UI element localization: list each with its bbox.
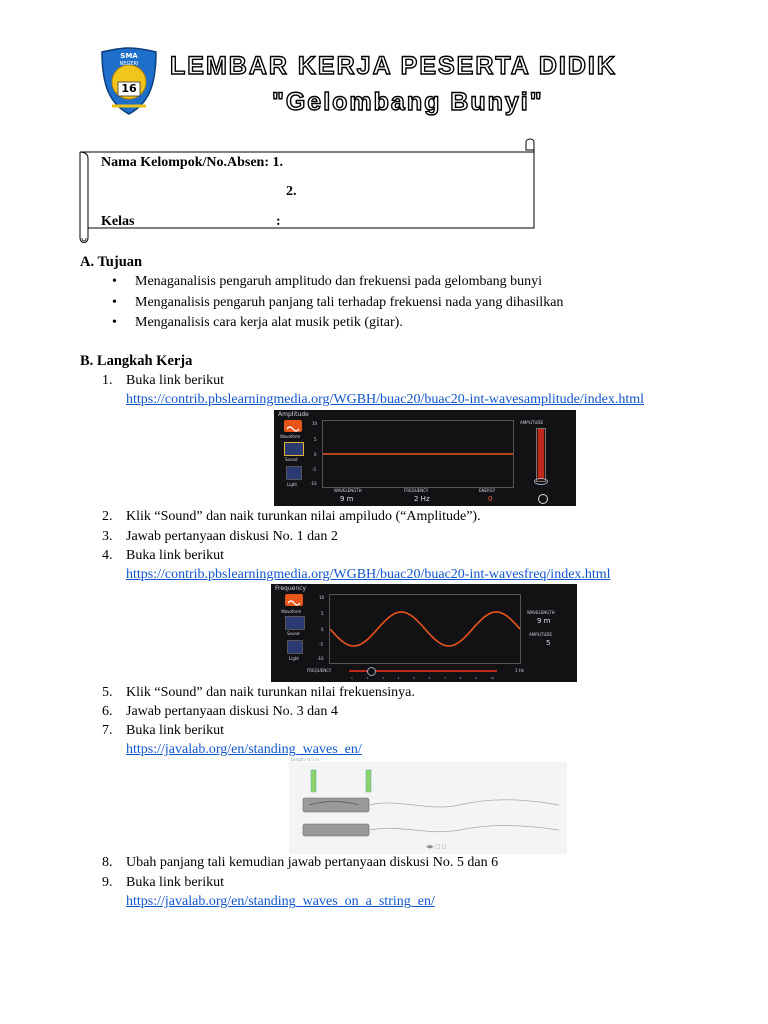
y-tick: 5 — [321, 611, 324, 616]
step-number: 9. — [102, 875, 113, 890]
step-8 — [102, 855, 498, 871]
section-a-heading: A. Tujuan — [80, 254, 143, 270]
logo-text-top: SMA — [120, 52, 138, 60]
step-number: 5. — [102, 685, 113, 700]
light-button — [286, 466, 302, 480]
y-tick: 10 — [319, 595, 325, 600]
sim-footer: ◀▶ □ □ — [426, 844, 447, 850]
bottom-label: ENERGY — [479, 488, 496, 493]
link-frequency-sim[interactable]: https://contrib.pbslearningmedia.org/WGBH/buac20/buac20-int-wavesfreq/index.html — [126, 567, 611, 582]
group-number-label: Nama Kelompok/No.Absen: 1. — [101, 155, 284, 170]
wave-graph — [329, 594, 521, 664]
step-number: 1. — [102, 373, 113, 388]
sim-title: Frequency — [275, 585, 306, 592]
frequency-slider-knob — [367, 667, 376, 676]
y-tick: 0 — [321, 627, 324, 632]
class-colon: : — [276, 214, 281, 229]
sound-label: Sound — [287, 631, 300, 636]
slider-tick: 9 — [475, 676, 477, 680]
slider-knob — [534, 478, 548, 485]
wavelength-label: WAVELENGTH — [527, 610, 555, 615]
frequency-label: FREQUENCY — [307, 668, 332, 673]
section-b-heading: B. Langkah Kerja — [80, 353, 193, 369]
slider-tick: 10 — [490, 676, 495, 680]
step-5 — [102, 685, 415, 701]
waveform-label: Waveform — [280, 434, 301, 439]
step-text: Jawab pertanyaan diskusi No. 1 dan 2 — [126, 529, 338, 544]
y-tick: -10 — [317, 656, 324, 661]
list-item: • Menganalisis pengaruh panjang tali terhadap frekuensi nada yang dihasilkan — [110, 295, 670, 316]
waveform-button — [285, 594, 303, 606]
y-tick: 10 — [312, 421, 318, 426]
bottom-value: 9 m — [340, 495, 354, 503]
step-1 — [102, 373, 224, 389]
frequency-tick-row — [351, 676, 499, 682]
slider-title: AMPLITUDE — [520, 420, 543, 425]
y-tick: 5 — [314, 437, 317, 442]
bottom-value: 0 — [488, 495, 493, 503]
bottom-label: WAVELENGTH — [334, 488, 362, 493]
logo-text-mid: NEGERI — [119, 61, 139, 67]
link-standing-waves-string[interactable]: https://javalab.org/en/standing_waves_on_a_string_en/ — [126, 894, 435, 909]
wave-line — [330, 612, 520, 646]
step-text: Jawab pertanyaan diskusi No. 3 dan 4 — [126, 704, 338, 719]
step-text: Buka link berikut — [126, 875, 224, 890]
list-item: • Menganalisis cara kerja alat musik petik (gitar). — [110, 315, 670, 336]
light-label: Light — [289, 656, 299, 661]
logo-number: 16 — [121, 82, 137, 95]
amplitude-value: 5 — [546, 639, 551, 647]
step-number: 8. — [102, 855, 113, 870]
y-tick: -10 — [310, 481, 317, 486]
step-text: Buka link berikut — [126, 548, 224, 563]
page-subtitle: "Gelombang Bunyi" — [272, 88, 544, 116]
y-tick: -5 — [319, 642, 323, 647]
wavelength-value: 9 m — [537, 617, 551, 625]
second-number-label: 2. — [286, 184, 297, 199]
frequency-unit: 1 Hz — [515, 668, 524, 673]
amplitude-label: AMPLITUDE — [529, 632, 552, 637]
y-tick: 0 — [314, 452, 317, 457]
slider-tick: 8 — [459, 676, 462, 680]
amplitude-slider — [536, 428, 546, 482]
step-text: Ubah panjang tali kemudian jawab pertanyaan diskusi No. 5 dan 6 — [126, 855, 499, 870]
class-label: Kelas — [101, 214, 135, 229]
y-tick: -5 — [312, 467, 316, 472]
sound-button — [284, 442, 304, 456]
step-number: 4. — [102, 548, 113, 563]
link-amplitude-sim[interactable]: https://contrib.pbslearningmedia.org/WGBH/buac20/buac20-int-wavesamplitude/index.html — [126, 392, 645, 407]
sim-caption: Length: 0.5 m — [291, 757, 319, 762]
step-7 — [102, 723, 224, 739]
wave-graph — [322, 420, 514, 488]
light-label: Light — [287, 482, 297, 487]
slider-tick: 3 — [382, 676, 384, 680]
step-9 — [102, 875, 224, 891]
step-number: 7. — [102, 723, 113, 738]
page-title: LEMBAR KERJA PESERTA DIDIK — [170, 52, 617, 80]
objectives-list — [110, 274, 670, 336]
step-number: 6. — [102, 704, 113, 719]
slider-tick: 6 — [428, 676, 431, 680]
sound-label: Sound — [285, 457, 298, 462]
slider-tick: 7 — [444, 676, 446, 680]
sound-button — [285, 616, 305, 630]
info-icon — [538, 494, 548, 504]
light-button — [287, 640, 303, 654]
step-4 — [102, 548, 224, 564]
step-text: Klik “Sound” dan naik turunkan nilai ampiludo (“Amplitude”). — [126, 509, 481, 524]
bottom-value: 2 Hz — [414, 495, 430, 503]
standing-waves-simulation-screenshot — [289, 757, 567, 854]
step-6 — [102, 704, 338, 720]
bottom-label: FREQUENCY — [404, 488, 429, 493]
list-item: • Menaganalisis pengaruh amplitudo dan frekuensi pada gelombang bunyi — [110, 274, 670, 295]
slider-tick: 4 — [397, 676, 400, 680]
amplitude-simulation-screenshot — [274, 410, 576, 506]
slider-tick: 5 — [413, 676, 415, 680]
slider-tick: 2 — [366, 676, 369, 680]
step-2 — [102, 509, 481, 525]
step-3 — [102, 529, 338, 545]
step-number: 3. — [102, 529, 113, 544]
step-number: 2. — [102, 509, 113, 524]
sim-title: Amplitude — [278, 411, 309, 418]
waveform-label: Waveform — [281, 609, 302, 614]
step-text: Buka link berikut — [126, 723, 224, 738]
step-text: Klik “Sound” dan naik turunkan nilai frekuensinya. — [126, 685, 415, 700]
frequency-simulation-screenshot — [271, 584, 577, 682]
slider-tick: 1 — [351, 676, 353, 680]
link-standing-waves[interactable]: https://javalab.org/en/standing_waves_en/ — [126, 742, 362, 757]
waveform-button — [284, 420, 302, 432]
step-text: Buka link berikut — [126, 373, 224, 388]
